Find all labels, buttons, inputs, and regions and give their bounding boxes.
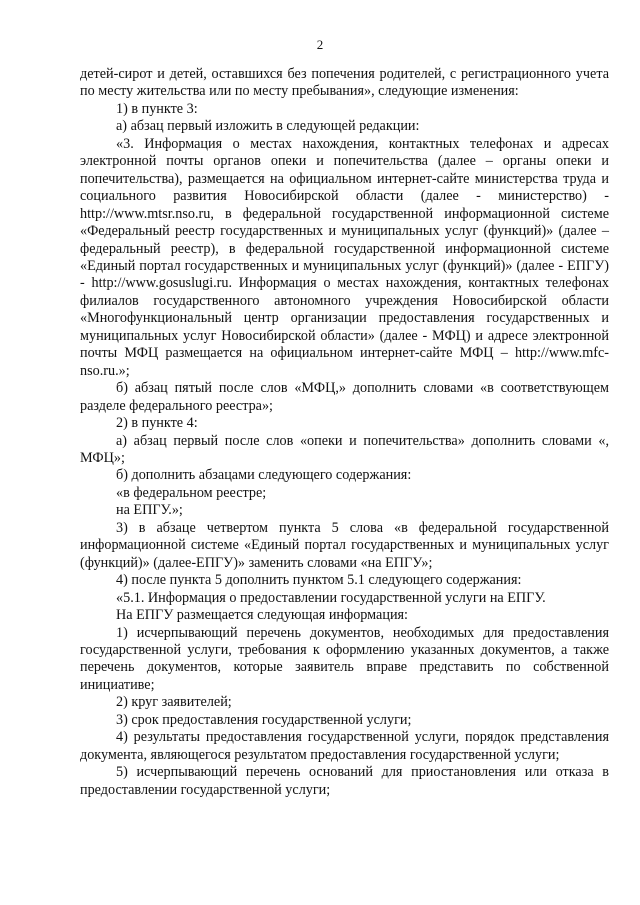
paragraph-item-1a: а) абзац первый изложить в следующей редакции:: [116, 118, 420, 135]
paragraph-continuation: детей-сирот и детей, оставшихся без попечения родителей, с регистрационного учета по месту жительства или по месту пребывания», следующие изменения:: [80, 66, 609, 100]
paragraph-item-4: 4) после пункта 5 дополнить пунктом 5.1 следующего содержания:: [116, 572, 522, 589]
paragraph-list-3: 3) срок предоставления государственной услуги;: [116, 711, 412, 728]
paragraph-quote-epgu: на ЕПГУ.»;: [116, 502, 183, 519]
paragraph-item-2a: а) абзац первый после слов «опеки и попечительства» дополнить словами «, МФЦ»;: [80, 432, 609, 466]
document-body: [80, 66, 609, 799]
paragraph-item-1: 1) в пункте 3:: [116, 100, 198, 117]
paragraph-epgu-info: На ЕПГУ размещается следующая информация:: [116, 607, 409, 624]
paragraph-item-2: 2) в пункте 4:: [116, 415, 198, 432]
paragraph-quote-3: «3. Информация о местах нахождения, контактных телефонах и адресах электронной почты органов опеки и попечительства (далее – органы опеки и попечительства), размещается на официальном интернет-сайте министерства труда и социального развития Новосибирской области (далее - министерство) - http://www.mtsr.nso.ru, в федеральной государственной информационной системе «Федеральный реестр государственных и муниципальных услуг (функций)» (далее – федеральный реестр), в федеральной государственной информационной системе «Единый портал государственных и муниципальных услуг (функций)» (далее - ЕПГУ) - http://www.gosuslugi.ru. Информация о местах нахождения, контактных телефонах филиалов государственного автономного учреждения Новосибирской области «Многофункциональный центр организации предоставления государственных и муниципальных услуг Новосибирской области» (далее - МФЦ) и адресе электронной почты МФЦ размещается на официальном интернет-сайте МФЦ – http://www.mfc-nso.ru.»;: [80, 135, 609, 379]
page-number: 2: [316, 37, 324, 52]
paragraph-list-5: 5) исчерпывающий перечень оснований для приостановления или отказа в предоставлении государственной услуги;: [80, 764, 609, 798]
paragraph-list-1: 1) исчерпывающий перечень документов, необходимых для предоставления государственной услуги, требования к оформлению указанных документов, а также перечень документов, которые заявитель вправе представить по собственной инициативе;: [80, 624, 609, 693]
paragraph-item-2b: б) дополнить абзацами следующего содержания:: [116, 467, 412, 484]
paragraph-item-1b: б) абзац пятый после слов «МФЦ,» дополнить словами «в соответствующем разделе федерального реестра»;: [80, 380, 609, 414]
paragraph-list-2: 2) круг заявителей;: [116, 694, 232, 711]
paragraph-item-3: 3) в абзаце четвертом пункта 5 слова «в федеральной государственной информационной системе «Единый портал государственных и муниципальных услуг (функций)» (далее-ЕПГУ)» заменить словами «на ЕПГУ»;: [80, 519, 609, 571]
paragraph-list-4: 4) результаты предоставления государственной услуги, порядок представления документа, являющегося результатом предоставления государственной услуги;: [80, 729, 609, 763]
paragraph-quote-federal-registry: «в федеральном реестре;: [116, 484, 267, 501]
paragraph-quote-5-1: «5.1. Информация о предоставлении государственной услуги на ЕПГУ.: [116, 589, 546, 606]
